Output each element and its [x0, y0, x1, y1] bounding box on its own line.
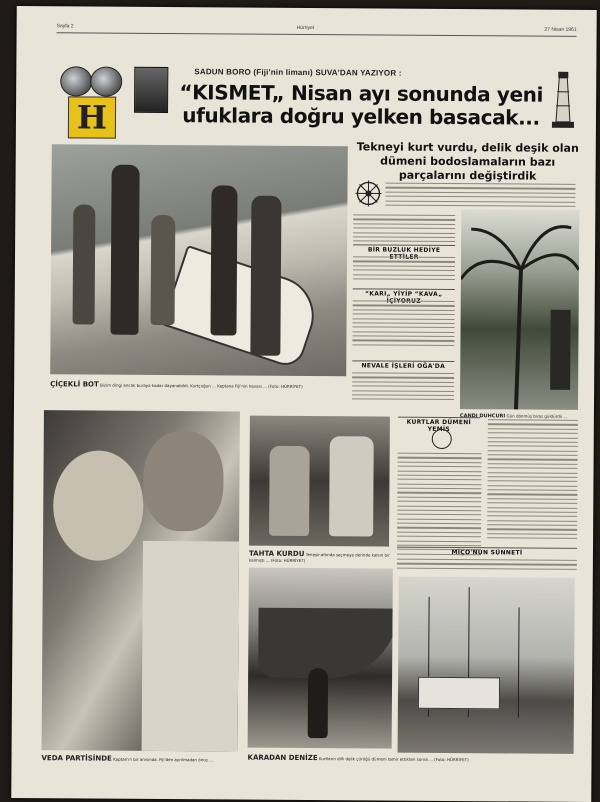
photo-palm-tree — [460, 209, 579, 410]
folio-paper-name: Hürriyet — [297, 25, 315, 31]
photo-hull — [258, 608, 393, 679]
photo-flowered-dinghy — [50, 144, 348, 376]
caption-title: ÇİÇEKLİ BOT — [50, 380, 99, 388]
article-column-left-1 — [353, 214, 455, 245]
byline: SADUN BORO (Fiji'nin limanı) SUVA'DAN YAZIYOR : — [194, 67, 401, 77]
section-title-buzluk: BİR BUZLUK HEDİYE — [353, 244, 455, 261]
folio-date: 27 Nisan 1961 — [544, 27, 576, 33]
caption-title: CANDI DUHCURI — [460, 413, 505, 419]
article-column-mid-1 — [397, 453, 482, 559]
folio-page-number: Sayfa 2 — [57, 23, 74, 29]
globe-icon — [60, 66, 92, 96]
photo-figure — [210, 185, 237, 335]
photo-woodworm — [249, 416, 390, 547]
caption-tahta-kurdu — [249, 550, 393, 565]
hurriyet-logo — [60, 66, 130, 136]
flowered-dinghy — [161, 245, 324, 370]
photo-harbor — [398, 577, 575, 754]
globe-icon — [90, 67, 122, 97]
caption-veda — [41, 754, 241, 763]
article-column-mid-3 — [397, 559, 577, 573]
headline — [176, 81, 546, 130]
caption-text: Gün dönmüş biraz güldürdü ... — [506, 413, 567, 418]
article-column-left-3 — [352, 300, 454, 349]
caption-text: Kurtların dilli delik çürüğü dümeni tamir ettikten sonra ... (Foto: HÜRRİYET) — [319, 756, 469, 762]
section-title-mico: MİÇO'NUN SÜNNETİ — [397, 547, 577, 557]
caption-text: Bizim dingi ancak buraya kadar dayanabildi. Kurtçuğun ... Kaptana Fiji'nin havası ... (Foto: HÜRRİYET) — [100, 383, 303, 389]
palm-tree-icon — [460, 209, 579, 410]
newspaper-page — [11, 6, 597, 802]
caption-text: Teneşir-altında seçmeye derinde kalsın bir kalmıştı ... (Foto: HÜRRİYET) — [249, 552, 390, 563]
photo-figure — [269, 446, 310, 536]
headline-line-1: “KISMET„ Nisan ayı sonunda yeni — [176, 81, 546, 107]
article-column-mid-2 — [487, 419, 578, 542]
photo-woman-face — [53, 450, 144, 561]
article-column-left-2 — [353, 256, 455, 283]
logo-letter: H — [68, 96, 116, 138]
section-title-nevale: NEVALE İŞLERİ OĞA'DA — [352, 360, 454, 370]
caption-text: Kaptan'ın bir anısında. Fiji'den ayrılmadan önce ... — [113, 757, 213, 763]
caption-cicekli-bot — [50, 380, 346, 390]
compass-icon — [355, 180, 381, 206]
photo-figure — [329, 436, 374, 536]
article-column-left-4 — [352, 372, 454, 403]
photo-figure — [250, 196, 281, 356]
photo-figure — [73, 204, 96, 324]
caption-title: VEDA PARTİSİNDE — [41, 754, 111, 762]
section-title-kurtlar: KURTLAR DÜMENİ YEMİŞ — [398, 417, 480, 434]
photo-figure — [151, 215, 176, 325]
caption-karadan — [248, 754, 578, 764]
author-portrait — [134, 67, 168, 113]
section-title-kari-kava: “KARI„ YİYİP “KAVA„ — [353, 288, 455, 305]
photo-man-shirt — [142, 541, 239, 752]
photo-figure — [110, 165, 139, 335]
photo-farewell-party — [42, 410, 240, 751]
subheadline: Tekneyi kurt vurdu, delik deşik olan dümeni bodoslamaların bazı parçalarını değiştirdik — [354, 140, 582, 184]
photo-man-face — [143, 431, 224, 532]
photo-figure — [308, 668, 328, 738]
caption-title: TAHTA KURDU — [249, 550, 305, 558]
photo-boat-hull — [248, 568, 393, 749]
headline-line-2: ufuklara doğru yelken basacak... — [176, 104, 546, 130]
article-column-top — [385, 183, 575, 211]
photo-boat-cabin — [418, 677, 500, 710]
lighthouse-icon — [550, 70, 576, 130]
caption-title: KARADAN DENİZE — [248, 754, 318, 762]
lighthouse-badge-icon — [432, 429, 452, 449]
folio-bar — [57, 22, 577, 37]
